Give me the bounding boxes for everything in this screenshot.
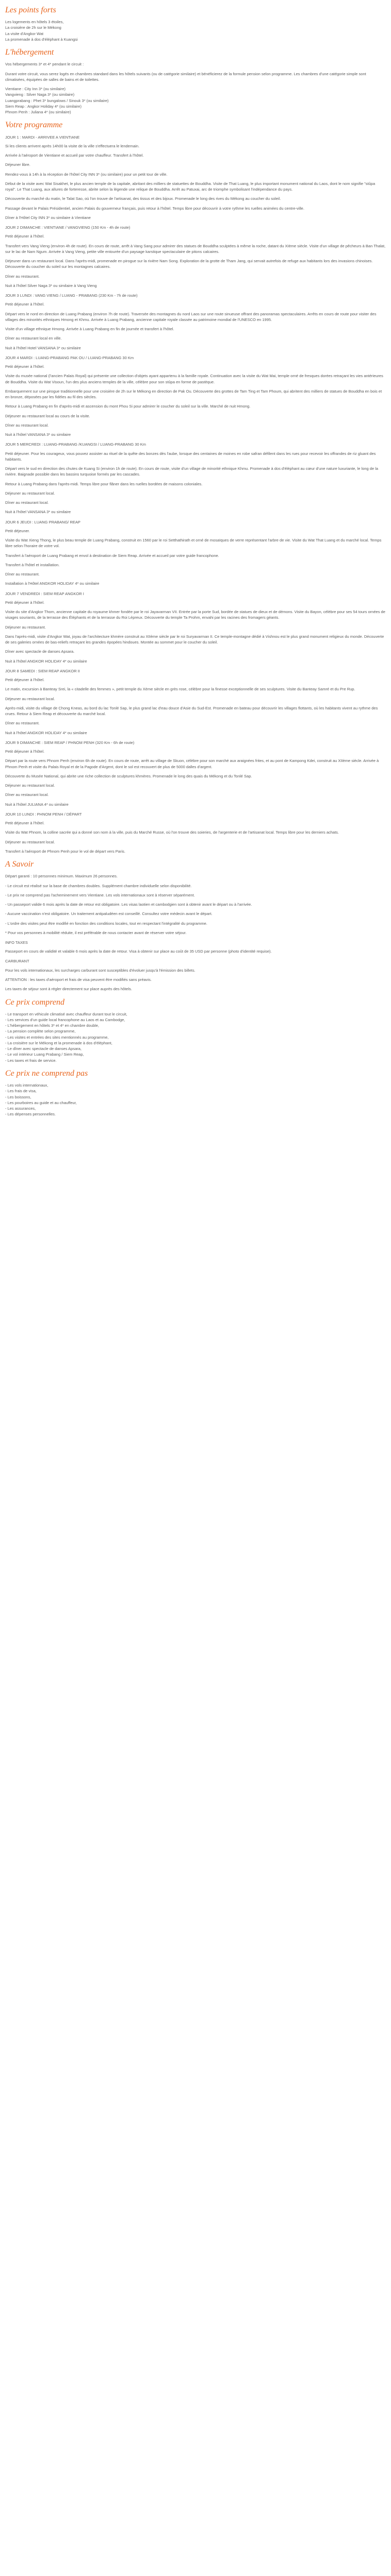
day-heading: JOUR 4 MARDI : LUANG-PRABANG PAK OU / LUANG-PRABANG 30 Km <box>5 355 134 360</box>
points-forts-section <box>5 5 386 42</box>
day-heading: JOUR 6 JEUDI : LUANG PRABANG/ REAP <box>5 519 80 524</box>
a-savoir-paragraph: - Un passeport valide 6 mois après la date de retour est obligatoire. Les visas laotien et cambodgien sont à obtenir avant le départ ou à l'arrivée. <box>5 902 252 907</box>
prix-ne-comprend-item: - Les assurances, <box>5 1106 36 1111</box>
a-savoir-paragraph: * Pour vos personnes à mobilité réduite, il est préférable de nous contacter avant de réserver votre séjour. <box>5 930 187 935</box>
day-paragraph: Visite du site d'Angkor Thom, ancienne capitale du royaume khmer fondée par le roi Jayavarman VII. Entrée par la porte Sud, bordée de statues de dieux et de démons. Visite du Bayon, célèbre pour ses 54 tours ornées de visages souriants, de la terrasse des Éléphants et de la terrasse du Roi Lépreux. Découverte du temple Ta Prohm, envahi par les racines des fromagers géants. <box>5 609 385 620</box>
prix-ne-comprend-item: - Les frais de visa, <box>5 1089 37 1094</box>
hebergement-line: Siem Reap : Angkor Holiday 4* (ou similaire) <box>5 104 82 109</box>
day-paragraph: Dîner au restaurant local. <box>5 792 49 798</box>
day-paragraph: Embarquement sur une pirogue traditionnelle pour une croisière de 2h sur le Mékong en direction de Pak Ou. Découverte des grottes de Tam Ting et Tam Phoum, qui abritent des milliers de statues de Bouddha en bois et en bronze, déposées par les fidèles au fil des siècles. <box>5 388 382 400</box>
day-paragraph: Dîner au restaurant local. <box>5 422 49 428</box>
day-paragraph: Nuit à l'hôtel VANSANA 3* ou similaire <box>5 510 71 515</box>
prix-comprend-item: - Le vol intérieur Luang Prabang / Siem Reap, <box>5 1052 84 1057</box>
day-paragraph: Départ vers le nord en direction de Luang Prabang (environ 7h de route). Traversée des montagnes du nord Laos sur une route sinueuse offrant des panoramas spectaculaires. Arrêts en cours de route pour visiter des villages des minorités ethniques Hmong et Khmu. Arrivée à Luang Prabang, ancienne capitale royale classée au patrimoine mondial de l'UNESCO en 1995. <box>5 311 377 322</box>
day-paragraph: Transfert à l'hôtel et installation. <box>5 562 60 567</box>
day-heading: JOUR 9 DIMANCHE : SIEM REAP / PHNOM PENH (320 Km - 6h de route) <box>5 740 135 745</box>
prix-comprend-item: - La croisière sur le Mékong et la promenade à dos d'éléphant, <box>5 1040 112 1045</box>
a-savoir-paragraph: - Le circuit est réalisé sur la base de chambres doubles. Supplément chambre individuelle selon disponibilité. <box>5 883 192 888</box>
hebergement-title: L'hébergement <box>5 48 54 57</box>
points-forts-item: La promenade à dos d'éléphant à Kuangsi <box>5 37 78 42</box>
day-paragraph: Dîner au restaurant local. <box>5 500 49 505</box>
prix-ne-comprend-item: - Les dépenses personnelles. <box>5 1112 56 1117</box>
day-paragraph: Installation à l'Hôtel ANGKOR HOLIDAY 4* ou similaire <box>5 581 100 586</box>
day-paragraph: Dîner avec spectacle de danses Apsara. <box>5 649 75 654</box>
day-paragraph: Transfert vers Vang Vieng (environ 4h de route). En cours de route, arrêt à Vang Sang pour admirer des statues de Bouddha sculptées à même la roche, datant du XIème siècle. Visite d'un village de pêcheurs à Ban Thalat, sur le lac de Nam Ngum. Arrivée à Vang Vieng, petite ville entourée d'un paysage karstique spectaculaire de pitons calcaires. <box>5 243 386 254</box>
day-heading: JOUR 1 : MARDI - ARRIVEE A VIENTIANE <box>5 134 80 140</box>
day-heading: JOUR 5 MERCREDI : LUANG-PRABANG /KUANGSI / LUANG-PRABANG 30 Km <box>5 442 146 447</box>
points-forts-item: Les logements en hôtels 3 étoiles, <box>5 20 64 25</box>
hebergement-line: Phnom Penh : Juliana 4* (ou similaire) <box>5 110 71 115</box>
a-savoir-paragraph: - L'ordre des visites peut être modifié en fonction des conditions locales, tout en respectant l'intégralité du programme. <box>5 921 207 926</box>
day-paragraph: Dans l'après-midi, visite d'Angkor Wat, joyau de l'architecture khmère construit au XIIème siècle par le roi Suryavarman II. Ce temple-montagne dédié à Vishnou est le plus grand monument religieux du monde. Découverte de ses galeries ornées de bas-reliefs retraçant les grandes épopées hindoues. Montée au sommet pour le coucher du soleil. <box>5 634 384 645</box>
day-paragraph: Départ par la route vers Phnom Penh (environ 6h de route). En cours de route, arrêt au village de Skuon, célèbre pour son marché aux araignées frites, et au pont de Kampong Kdei, construit au XIIème siècle. Arrivée à Phnom Penh et visite du Palais Royal et de la Pagode d'Argent, dont le sol est recouvert de plus de 5000 dalles d'argent. <box>5 758 379 769</box>
day-paragraph: Dîner au restaurant. <box>5 572 40 577</box>
day-paragraph: Déjeuner au restaurant local. <box>5 839 55 844</box>
day-paragraph: Arrivée à l'aéroport de Vientiane et accueil par votre chauffeur. Transfert à l'hôtel. <box>5 153 144 158</box>
day-paragraph: Découverte du marché du matin, le Talat Sao, où l'on trouve de l'artisanat, des tissus et des bijoux. Promenade le long des rives du Mékong au coucher du soleil. <box>5 196 281 201</box>
prix-comprend-item: - Le transport en véhicule climatisé avec chauffeur durant tout le circuit, <box>5 1011 127 1016</box>
day-paragraph: Déjeuner libre. <box>5 162 30 167</box>
day-paragraph: Nuit à l'hôtel VANSANA 3* ou similaire <box>5 432 71 437</box>
day-heading: JOUR 8 SAMEDI : SIEM REAP ANGKOR II <box>5 668 80 673</box>
page <box>0 0 391 1117</box>
day-paragraph: Déjeuner au restaurant. <box>5 624 46 630</box>
day-heading: JOUR 10 LUNDI : PHNOM PENH / DÉPART <box>5 811 82 817</box>
day-paragraph: Déjeuner au restaurant local. <box>5 490 55 496</box>
day-paragraph: Passage devant le Palais Présidentiel, ancien Palais du gouverneur français, puis retour à l'hôtel. Temps libre pour découvrir à votre rythme les ruelles animées du centre-ville. <box>5 206 304 211</box>
day-paragraph: Visite d'un village ethnique Hmong. Arrivée à Luang Prabang en fin de journée et transfert à l'hôtel. <box>5 327 174 332</box>
prix-comprend-item: - La pension complète selon programme, <box>5 1029 76 1034</box>
day-paragraph: Si les clients arrivent après 14h00 la visite de la ville s'effectuera le lendemain. <box>5 143 140 148</box>
day-paragraph: Nuit à l'hôtel JULIANA 4* ou similaire <box>5 802 69 807</box>
info-taxes-paragraph: Pour les vols internationaux, les surcharges carburant sont susceptibles d'évoluer jusqu'à l'émission des billets. <box>5 968 196 973</box>
day-paragraph: Déjeuner dans un restaurant local. Dans l'après-midi, promenade en pirogue sur la rivière Nam Song. Exploration de la grotte de Tham Jang, qui servait autrefois de refuge aux habitants lors des invasions chinoises. Découverte du coucher du soleil sur les montagnes calcaires. <box>5 259 373 269</box>
prix-ne-comprend-item: - Les pourboires au guide et au chauffeur, <box>5 1100 77 1105</box>
prix-comprend-item: - L'hébergement en hôtels 3* et 4* en chambre double, <box>5 1023 99 1028</box>
day-paragraph: Transfert à l'aéroport de Phnom Penh pour le vol de départ vers Paris. <box>5 849 125 854</box>
day-paragraph: Déjeuner au restaurant local au cours de la visite. <box>5 413 90 418</box>
programme-title: Votre programme <box>5 121 63 130</box>
day-heading: JOUR 2 DIMANCHE : VIENTIANE / VANGVIENG (150 Km - 4h de route) <box>5 225 131 230</box>
day-paragraph: Rendez-vous à 14h à la réception de l'hôtel City INN 3* (ou similaire) pour un petit tour de ville. <box>5 172 168 177</box>
day-paragraph: Petit déjeuner. <box>5 528 30 533</box>
day-paragraph: Nuit à l'hôtel ANGKOR HOLIDAY 4* ou similaire <box>5 730 87 735</box>
prix-comprend-item: - Les services d'un guide local francophone au Laos et au Cambodge, <box>5 1017 125 1022</box>
points-forts-item: La visite d'Angkor Wat <box>5 31 44 36</box>
info-taxes-paragraph: Passeport en cours de validité et valable 6 mois après la date de retour. Visa à obtenir sur place au coût de 35 USD par personne (photo d'identité requise). <box>5 949 272 954</box>
day-paragraph: Petit déjeuner à l'hôtel. <box>5 234 45 239</box>
prix-comprend-title: Ce prix comprend <box>5 997 64 1007</box>
prix-ne-comprend-item: - Les vols internationaux, <box>5 1083 48 1088</box>
day-paragraph: Après-midi, visite du village de Chong Kneas, au bord du lac Tonlé Sap, le plus grand lac d'eau douce d'Asie du Sud-Est. Promenade en bateau pour découvrir les villages flottants, où les habitants vivent au rythme des crues. Retour à Siem Reap et découverte du marché local. <box>5 705 378 717</box>
day-paragraph: Retour à Luang Prabang en fin d'après-midi et ascension du mont Phou Si pour admirer le coucher du soleil sur la ville. Marché de nuit Hmong. <box>5 404 251 409</box>
a-savoir-paragraph: - Aucune vaccination n'est obligatoire. Un traitement antipaludéen est conseillé. Consultez votre médecin avant le départ. <box>5 911 213 917</box>
day-paragraph: Déjeuner au restaurant local. <box>5 696 55 701</box>
day-paragraph: Petit déjeuner à l'hôtel. <box>5 749 45 754</box>
day-paragraph: Petit déjeuner à l'hôtel. <box>5 600 45 605</box>
day-paragraph: Déjeuner au restaurant local. <box>5 783 55 788</box>
day-paragraph: Le matin, excursion à Banteay Srei, la « citadelle des femmes », petit temple du Xème siècle en grès rose, célèbre pour la finesse exceptionnelle de ses sculptures. Visite du Banteay Samré et du Pre Rup. <box>5 687 355 692</box>
day-heading: JOUR 3 LUNDI : VANG VIENG / LUANG - PRABANG (230 Km - 7h de route) <box>5 293 138 298</box>
day-paragraph: Dîner au restaurant local en ville. <box>5 336 62 341</box>
hebergement-line: Vos hébergements 3* et 4* pendant le circuit : <box>5 62 84 67</box>
a-savoir-paragraph: - Le prix ne comprend pas l'acheminement vers Vientiane. Les vols internationaux sont à réserver séparément. <box>5 892 195 897</box>
info-taxes-title: INFO TAXES <box>5 940 28 945</box>
day-heading: JOUR 7 VENDREDI : SIEM REAP ANGKOR I <box>5 591 84 596</box>
a-savoir-section <box>5 859 386 992</box>
info-taxes-paragraph: CARBURANT <box>5 958 29 963</box>
day-paragraph: Découverte du Musée National, qui abrite une riche collection de sculptures khmères. Promenade le long des quais du Mékong et du Tonlé Sap. <box>5 773 252 778</box>
day-paragraph: Petit déjeuner à l'hôtel. <box>5 677 45 683</box>
day-paragraph: Petit déjeuner. Pour les courageux, vous pouvez assister au rituel de la quête des bonzes dès l'aube, lorsque des centaines de moines en robe safran défilent dans les rues pour recevoir les offrandes de riz gluant des habitants. <box>5 451 376 462</box>
points-forts-item: La croisière de 2h sur le Mékong <box>5 25 61 30</box>
programme-section <box>5 120 386 854</box>
day-paragraph: Dîner à l'Hôtel City INN 3* ou similaire à Vientiane <box>5 215 91 220</box>
day-paragraph: Transfert à l'aéroport de Luang Prabang et envol à destination de Siem Reap. Arrivée et accueil par votre guide francophone. <box>5 553 219 558</box>
day-paragraph: Dîner au restaurant. <box>5 721 40 726</box>
hebergement-line: Durant votre circuit, vous serez logés en chambres standard dans les hôtels suivants (ou de catégorie similaire) et bénéficierez de la formule pension selon programme. Les chambres d'une catégorie simple sont climatisées, équipées de salles de bains et de toilettes. <box>5 71 366 82</box>
day-paragraph: Début de la visite avec Wat Sisakhet, le plus ancien temple de la capitale, abritant des milliers de statuettes de Bouddha. Visite de That Luang, le plus important monument national du Laos, dont le nom signifie "stûpa royal". Le That Luang, aux allures de forteresse, abrite selon la légende une relique de Bouddha. Arrêt au Patuxai, arc de triomphe symbolisant l'indépendance du pays. <box>5 181 376 192</box>
day-paragraph: Retour à Luang Prabang dans l'après-midi. Temps libre pour flâner dans les ruelles bordées de maisons coloniales. <box>5 481 203 486</box>
a-savoir-paragraph: Départ garanti : 10 personnes minimum. Maximum 26 personnes. <box>5 874 118 879</box>
info-taxes-paragraph: Les taxes de séjour sont à régler directement sur place auprès des hôtels. <box>5 987 132 992</box>
hebergement-line: Vangvieng : Silver Naga 3* (ou similaire) <box>5 92 75 97</box>
a-savoir-title: A Savoir <box>5 860 34 869</box>
prix-ne-comprend-section <box>5 1069 386 1117</box>
day-paragraph: Visite du Wat Xieng Thong, le plus beau temple de Luang Prabang, construit en 1560 par le roi Setthathirath et orné de mosaïques de verre représentant l'arbre de vie. Visite du Wat That Luang et du marché local. Temps libre selon l'horaire de votre vol. <box>5 538 382 549</box>
day-paragraph: Dîner au restaurant. <box>5 274 40 279</box>
day-paragraph: Nuit à l'hôtel Silver Naga 3* ou similaire à Vang Vieng <box>5 283 97 288</box>
prix-comprend-section <box>5 997 386 1063</box>
prix-ne-comprend-item: - Les boissons, <box>5 1094 31 1099</box>
prix-ne-comprend-title: Ce prix ne comprend pas <box>5 1069 88 1078</box>
hebergement-section <box>5 47 386 115</box>
hebergement-line: Luangprabang : Phet 3* bungalows / Sinouk 3* (ou similaire) <box>5 98 109 103</box>
info-taxes-paragraph: ATTENTION : les taxes d'aéroport et frais de visa peuvent être modifiés sans préavis. <box>5 977 152 982</box>
prix-comprend-item: - Les visites et entrées des sites mentionnés au programme, <box>5 1035 109 1040</box>
prix-comprend-item: - Les taxes et frais de service. <box>5 1058 57 1063</box>
day-paragraph: Nuit à l'hôtel Hotel VANSANA 3* ou similaire <box>5 345 81 350</box>
day-paragraph: Petit déjeuner à l'hôtel. <box>5 302 45 307</box>
hebergement-line: Vientiane : City Inn 3* (ou similaire) <box>5 87 66 92</box>
day-paragraph: Nuit à l'hôtel ANGKOR HOLIDAY 4* ou similaire <box>5 658 87 664</box>
day-paragraph: Départ vers le sud en direction des chutes de Kuang Si (environ 1h de route). En cours de route, visite d'un village de minorité ethnique Khmu. Promenade à dos d'éléphant au cœur d'une nature luxuriante, le long de la rivière. Baignade possible dans les bassins turquoise formés par les cascades. <box>5 466 379 477</box>
day-paragraph: Petit déjeuner à l'hôtel. <box>5 821 45 826</box>
prix-comprend-item: - Le dîner avec spectacle de danses Apsara, <box>5 1046 82 1052</box>
day-paragraph: Petit déjeuner à l'hôtel. <box>5 364 45 369</box>
day-paragraph: Visite du musée national (l'ancien Palais Royal) qui présente une collection d'objets ayant appartenu à la famille royale. Continuation avec la visite du Wat Mai, temple orné de fresques dorées retraçant les vies antérieures de Bouddha. Visite du Wat Visoun, l'un des plus anciens temples de la ville, célèbre pour son stûpa en forme de pastèque. <box>5 374 383 384</box>
day-paragraph: Visite du Wat Phnom, la colline sacrée qui a donné son nom à la ville, puis du Marché Russe, où l'on trouve des soieries, de l'argenterie et de l'artisanat local. Temps libre pour les derniers achats. <box>5 830 339 835</box>
points-forts-title: Les points forts <box>5 6 56 14</box>
